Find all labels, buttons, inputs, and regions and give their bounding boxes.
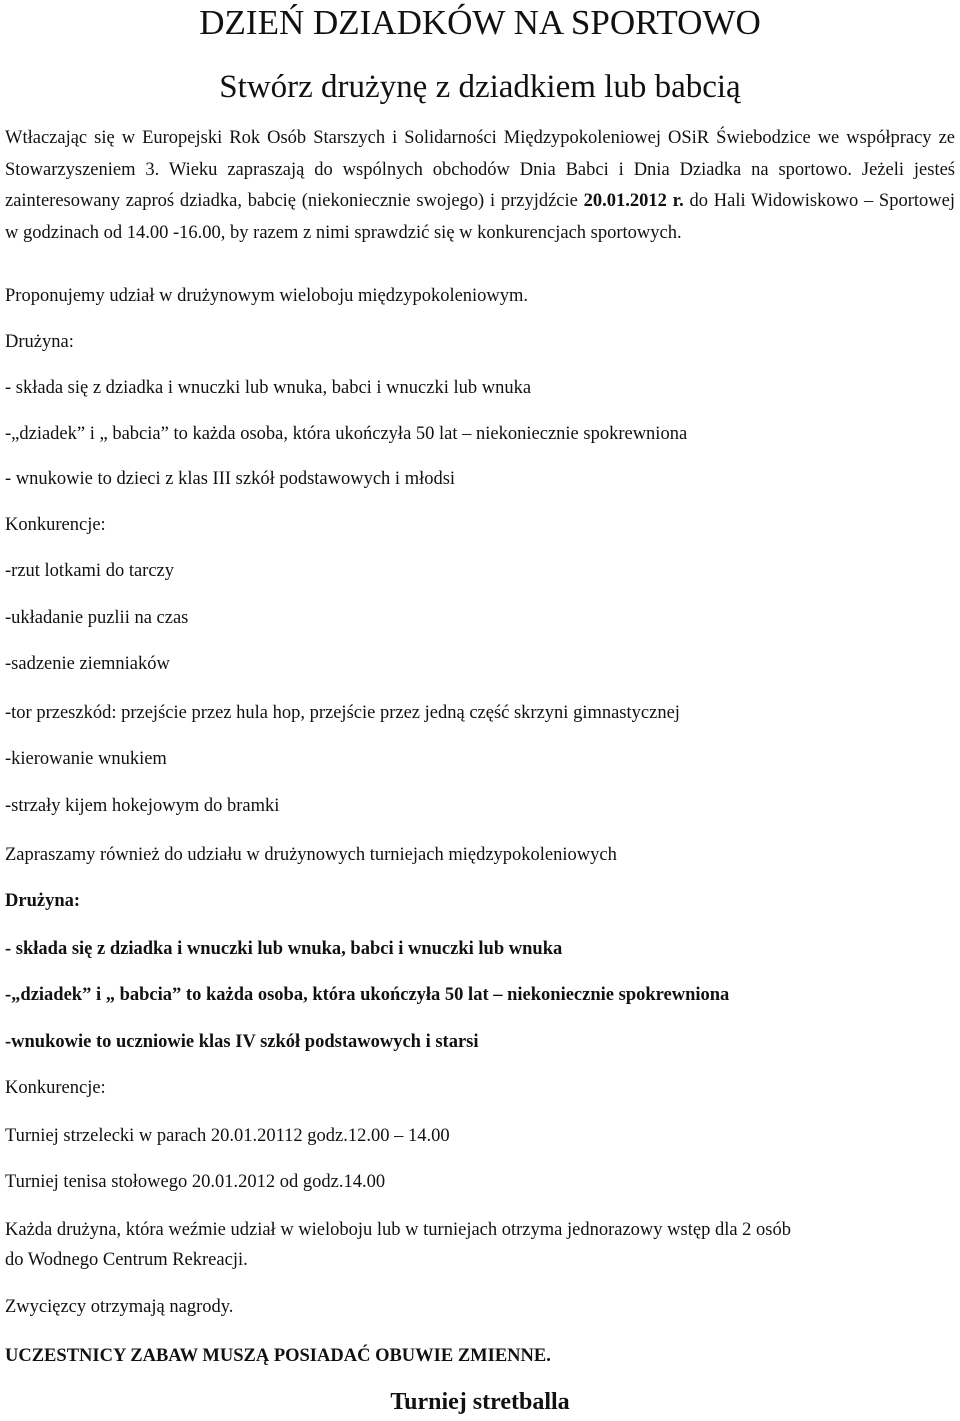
team-rule-1-3: - wnukowie to dzieci z klas III szkół podstawowych i młodsi [5, 469, 456, 489]
intro-paragraph [5, 123, 955, 249]
competition-item: -układanie puzlii na czas [5, 608, 189, 628]
reward-text-line-1: Każda drużyna, która weźmie udział w wieloboju lub w turniejach otrzyma jednorazowy wstęp dla 2 osób [5, 1220, 791, 1240]
competition-item: -sadzenie ziemniaków [5, 654, 170, 674]
proposal-text: Proponujemy udział w drużynowym wieloboju międzypokoleniowym. [5, 286, 529, 306]
tournament-item: Turniej tenisa stołowego 20.01.2012 od godz.14.00 [5, 1172, 386, 1192]
page-subtitle: Stwórz drużynę z dziadkiem lub babcią [219, 69, 741, 105]
competitions-heading-1: Konkurencje: [5, 515, 106, 535]
team-rule-2-3: -wnukowie to uczniowie klas IV szkół podstawowych i starsi [5, 1032, 479, 1052]
prizes-text: Zwycięzcy otrzymają nagrody. [5, 1297, 234, 1317]
team-rule-2-2: -„dziadek” i „ babcia” to każda osoba, która ukończyła 50 lat – niekoniecznie spokrewniona [5, 985, 730, 1005]
competitions-heading-2: Konkurencje: [5, 1078, 106, 1098]
competition-item: -strzały kijem hokejowym do bramki [5, 796, 280, 816]
competition-item: -kierowanie wnukiem [5, 749, 167, 769]
team-rule-1-2: -„dziadek” i „ babcia” to każda osoba, która ukończyła 50 lat – niekoniecznie spokrewniona [5, 424, 688, 444]
tournament-invite: Zapraszamy również do udziału w drużynowych turniejach międzypokoleniowych [5, 845, 617, 865]
event-date: 20.01.2012 r. [583, 191, 684, 211]
intro-text-2: do Hali Widowiskowo – Sportowej w godzinach od 14.00 -16.00, by razem z nimi sprawdzić się w konkurencjach sportowych. [5, 191, 955, 243]
tournament-item: Turniej strzelecki w parach 20.01.20112 godz.12.00 – 14.00 [5, 1126, 450, 1146]
competition-item: -tor przeszkód: przejście przez hula hop, przejście przez jedną część skrzyni gimnastycznej [5, 703, 680, 723]
shoes-notice: UCZESTNICY ZABAW MUSZĄ POSIADAĆ OBUWIE ZMIENNE. [5, 1346, 551, 1366]
reward-text-line-2: do Wodnego Centrum Rekreacji. [5, 1250, 248, 1270]
competition-item: -rzut lotkami do tarczy [5, 561, 175, 581]
team-heading-1: Drużyna: [5, 332, 74, 352]
team-rule-1-1: - składa się z dziadka i wnuczki lub wnuka, babci i wnuczki lub wnuka [5, 378, 532, 398]
team-heading-2: Drużyna: [5, 891, 81, 911]
team-rule-2-1: - składa się z dziadka i wnuczki lub wnuka, babci i wnuczki lub wnuka [5, 939, 563, 959]
page-title: DZIEŃ DZIADKÓW NA SPORTOWO [199, 3, 761, 42]
streetball-heading: Turniej stretballa [390, 1389, 570, 1415]
intro-text-1: Wtłaczając się w Europejski Rok Osób Starszych i Solidarności Międzypokoleniowej OSiR Świebodzice we współpracy ze Stowarzyszeniem 3. Wieku zapraszają do wspólnych obchodów Dnia Babci i Dnia Dziadka na sportowo. Jeżeli jesteś zainteresowany zaproś dziadka, babcię (niekoniecznie swojego) i przyjdźcie [5, 128, 955, 211]
